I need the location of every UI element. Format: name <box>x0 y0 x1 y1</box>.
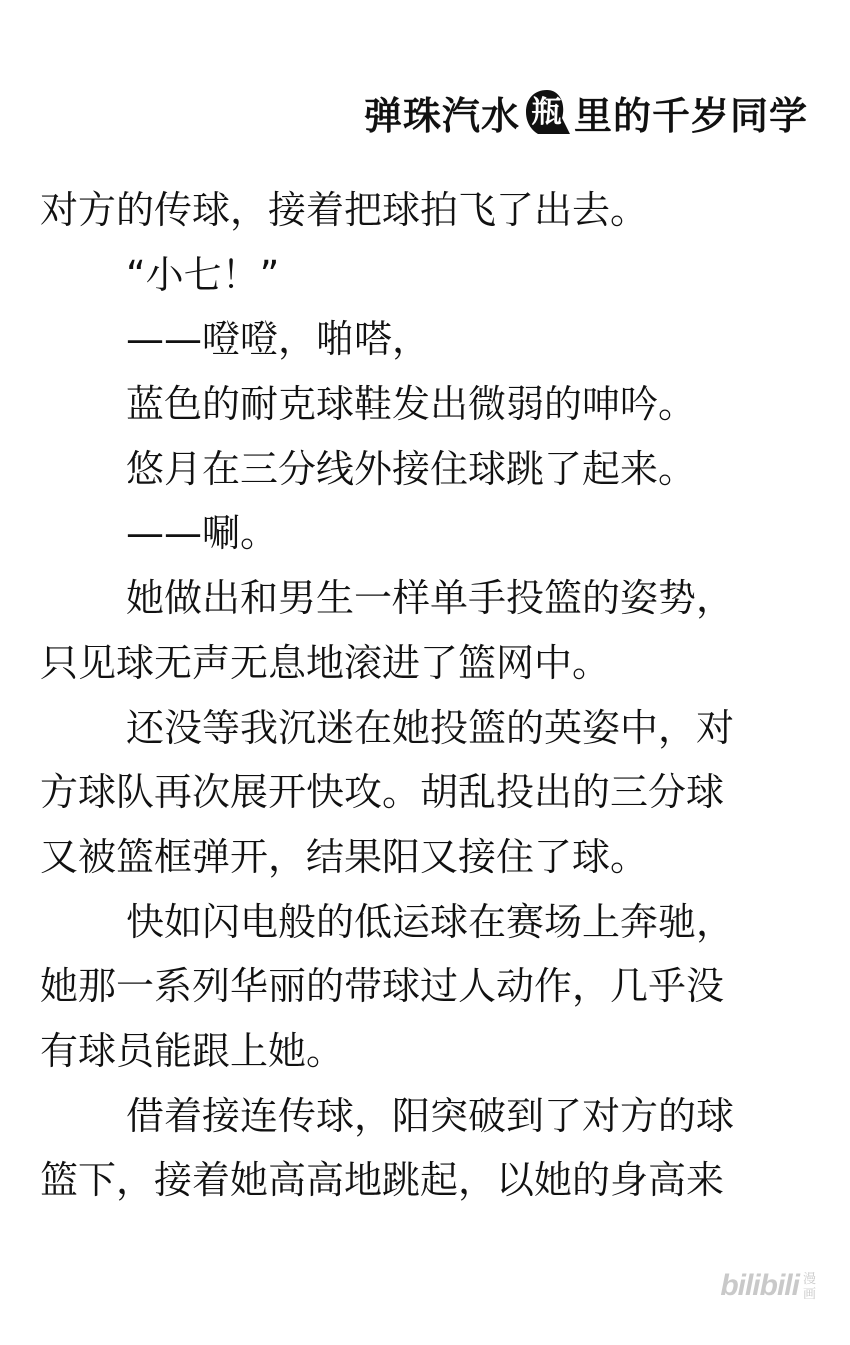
text-line: 还没等我沉迷在她投篮的英姿中，对 <box>126 705 735 750</box>
text-line: 借着接连传球，阳突破到了对方的球 <box>126 1093 735 1138</box>
text-line: 她那一系列华丽的带球过人动作，几乎没 <box>40 964 725 1009</box>
watermark-tag <box>803 1271 816 1301</box>
body-text <box>40 178 815 1213</box>
text-line: 蓝色的耐克球鞋发出微弱的呻吟。 <box>126 382 697 427</box>
text-line: 又被篮框弹开，结果阳又接住了球。 <box>40 834 649 879</box>
bilibili-watermark <box>720 1269 816 1303</box>
book-title-part1: 弹珠汽水 <box>363 92 520 138</box>
text-line: 快如闪电般的低运球在赛场上奔驰， <box>126 899 735 944</box>
text-line: ——唰。 <box>126 511 279 556</box>
watermark-tag-line1: 漫 <box>802 1271 816 1286</box>
text-line: 有球员能跟上她。 <box>40 1028 345 1073</box>
text-line: ——噔噔，啪嗒， <box>126 317 431 362</box>
text-line: 篮下，接着她高高地跳起，以她的身高来 <box>40 1158 725 1203</box>
bilibili-logo: bilibili <box>720 1269 799 1302</box>
book-title-part2: 里的千岁同学 <box>573 92 808 138</box>
text-line: 她做出和男生一样单手投篮的姿势， <box>126 576 735 621</box>
title-badge-text: 瓶 <box>531 95 563 130</box>
book-title <box>364 86 808 138</box>
text-line: 只见球无声无息地滚进了篮网中。 <box>40 640 611 685</box>
text-line: 方球队再次展开快攻。胡乱投出的三分球 <box>40 770 725 815</box>
watermark-tag-line2: 画 <box>802 1286 816 1301</box>
text-line: 悠月在三分线外接住球跳了起来。 <box>126 446 697 491</box>
title-badge <box>522 88 572 136</box>
text-line: “小七！” <box>126 252 280 297</box>
text-line: 对方的传球，接着把球拍飞了出去。 <box>40 188 649 232</box>
